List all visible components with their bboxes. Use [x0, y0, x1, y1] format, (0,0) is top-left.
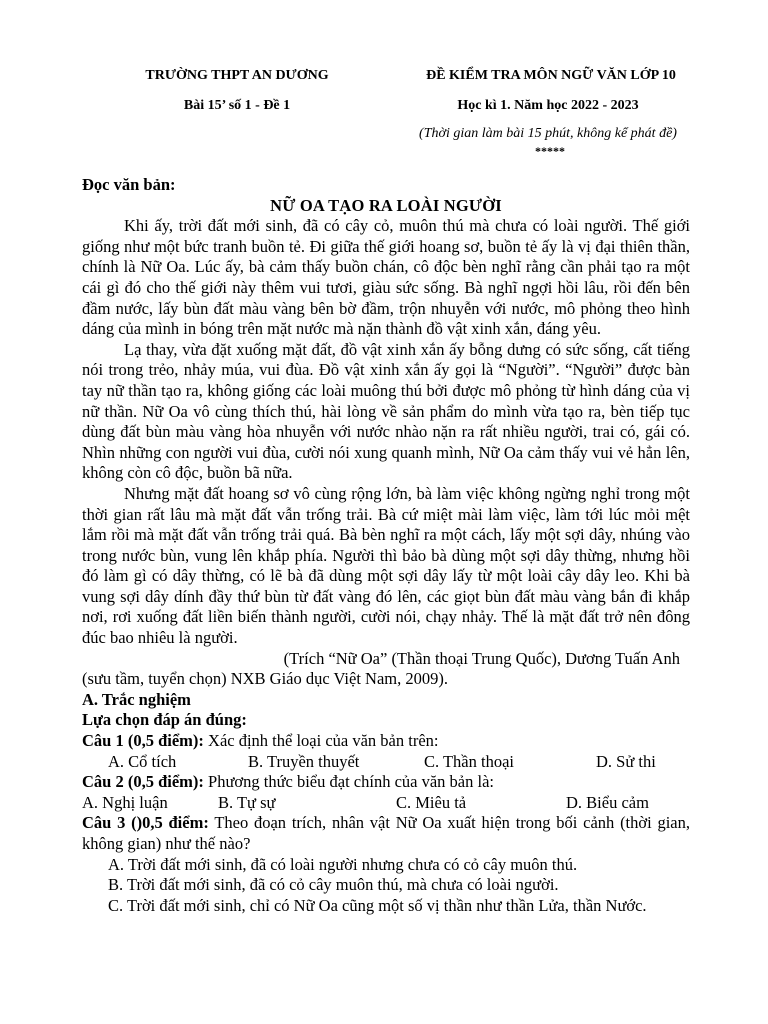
school-name: TRƯỜNG THPT AN DƯƠNG: [145, 68, 329, 83]
question-1-text: Xác định thể loại của văn bản trên:: [203, 731, 439, 751]
question-3: [82, 813, 690, 854]
question-3-text: Theo đoạn trích, nhân vật Nữ Oa xuất hiện trong bối cảnh (thời gian, không gian) như thế nào?: [82, 813, 691, 853]
q2-option-b: B. Tự sự: [218, 792, 276, 812]
q3-option-b: B. Trời đất mới sinh, đã có cỏ cây muôn thú, mà chưa có loài người.: [108, 875, 559, 895]
time-note: (Thời gian làm bài 15 phút, không kể phát đề): [419, 126, 677, 141]
section-a-instruction: Lựa chọn đáp án đúng:: [82, 710, 247, 730]
question-2-label: Câu 2 (0,5 điểm):: [82, 772, 204, 792]
test-name: Bài 15’ số 1 - Đề 1: [183, 98, 291, 113]
q1-option-d: D. Sử thi: [596, 751, 656, 771]
paragraph-3: Nhưng mặt đất hoang sơ vô cùng rộng lớn, bà làm việc không ngừng nghỉ trong một thời gian rất lâu mà mặt đất vẫn trống trải. Bà cứ miệt mài làm việc, làm tới lúc mỏi mệt lắm rồi mà mặt đất vẫn trống trải quá. Bà bèn nghĩ ra một cách, lấy một sợi dây, nhúng vào trong nước bùn, vung lên khắp phía. Người thì bảo bà dùng một sợi dây thừng, nhưng hồi đó làm gì có dây thừng, có lẽ bà đã dùng một sợi dây lấy từ một loài cây dây leo. Khi bà vung sợi dây dính đầy thứ bùn từ đất vàng đó lên, các giọt bùn đất màu vàng bắn đi khắp nơi, rơi xuống đất liền biến thành người, cười nói, chạy nhảy. Thế là mặt đất trở nên đông đúc bao nhiêu là người.: [82, 483, 690, 648]
story-title: NỮ OA TẠO RA LOÀI NGƯỜI: [270, 195, 502, 215]
q1-option-b: B. Truyền thuyết: [248, 751, 360, 771]
q2-option-d: D. Biểu cảm: [566, 792, 649, 812]
exam-title: ĐỀ KIỂM TRA MÔN NGỮ VĂN LỚP 10: [426, 68, 676, 83]
section-a-heading: A. Trắc nghiệm: [82, 689, 191, 709]
q2-option-a: A. Nghị luận: [82, 792, 168, 812]
question-2-text: Phương thức biểu đạt chính của văn bản là:: [203, 772, 494, 792]
citation-line-1: (Trích “Nữ Oa” (Thần thoại Trung Quốc), Dương Tuấn Anh: [283, 648, 680, 668]
reading-label: Đọc văn bản:: [82, 175, 176, 194]
document-body: [82, 175, 690, 916]
question-1-options: [82, 752, 690, 773]
citation-line-2: (sưu tầm, tuyển chọn) NXB Giáo dục Việt Nam, 2009).: [82, 669, 448, 689]
question-2-options: [82, 793, 690, 814]
stars-divider: *****: [535, 144, 565, 158]
q3-option-a: A. Trời đất mới sinh, đã có loài người nhưng chưa có cỏ cây muôn thú.: [108, 854, 578, 874]
school-year: Học kì 1. Năm học 2022 - 2023: [457, 98, 639, 113]
question-2: [82, 772, 690, 793]
paragraph-1: Khi ấy, trời đất mới sinh, đã có cây cỏ, muôn thú mà chưa có loài người. Thế giới giống như một bức tranh buồn tẻ. Đi giữa thế giới hoang sơ, buồn tẻ ấy là vị đại thiên thần, chính là Nữ Oa. Lúc ấy, bà cảm thấy buồn chán, cô độc bèn nghĩ rằng cần phải tạo ra một cái gì đó cho thế giới này thêm vui tươi, giàu sức sống. Bà nghĩ ngợi hồi lâu, rồi đến bên đầm nước, lấy bùn đất màu vàng bên bờ đầm, trộn nhuyễn với nước, mô phỏng theo hình dáng của mình in bóng trên mặt nước mà nặn thành đồ vật xinh xắn, đáng yêu.: [82, 216, 690, 339]
question-1: [82, 731, 690, 752]
q1-option-c: C. Thần thoại: [424, 751, 514, 771]
q2-option-c: C. Miêu tả: [396, 792, 467, 812]
q1-option-a: A. Cổ tích: [108, 751, 177, 771]
paragraph-2: Lạ thay, vừa đặt xuống mặt đất, đồ vật xinh xắn ấy bỗng dưng có sức sống, cất tiếng nói trong trẻo, nhảy múa, vui đùa. Đồ vật xinh xắn ấy gọi là “Người”. “Người” được bàn tay nữ thần tạo ra, không giống các loài muông thú bởi được mô phỏng từ hình dáng của vị nữ thần. Nữ Oa vô cùng thích thú, hài lòng về sản phẩm do mình vừa tạo ra, bèn tiếp tục dùng đất bùn màu vàng hòa nhuyễn với nước nhào nặn ra rất nhiều người, trai có, gái có. Nhìn những con người vui đùa, cười nói xung quanh mình, Nữ Oa cảm thấy vui vẻ hẳn lên, không còn cô độc, buồn bã nữa.: [82, 339, 690, 483]
question-1-label: Câu 1 (0,5 điểm):: [82, 731, 204, 751]
q3-option-c: C. Trời đất mới sinh, chỉ có Nữ Oa cũng một số vị thần như thần Lửa, thần Nước.: [108, 895, 647, 915]
question-3-label: Câu 3 ()0,5 điểm:: [82, 813, 209, 833]
